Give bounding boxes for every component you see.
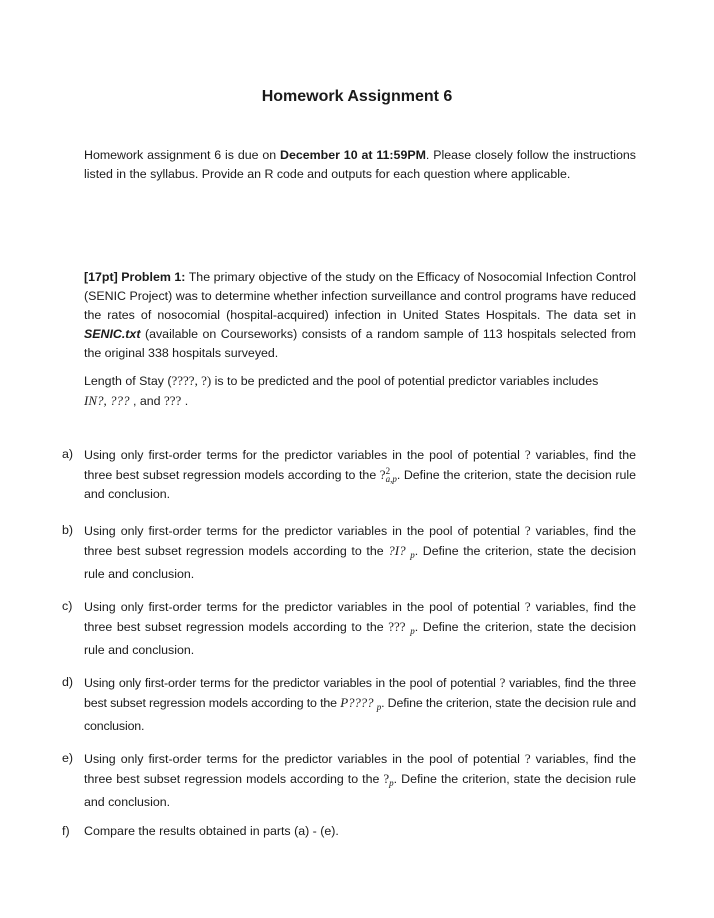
variable-math: ? [524, 751, 531, 766]
question-b [62, 521, 636, 584]
question-label: b) [62, 523, 74, 537]
intro-text-2: . Please closely follow the instructions listed in the syllabus. Provide an R code and outputs for each question where applicable. [84, 148, 636, 181]
criterion-math: ?2 a,p [379, 466, 397, 484]
question-label: e) [62, 751, 74, 765]
problem-text: The primary objective of the study on the Efficacy of Nosocomial Infection Control (SENIC Project) was to determine whether infection surveillance and control programs have reduced the rates of nosocomial (hospital-acquired) infection in United States Hospitals. The data set in [84, 270, 636, 322]
problem-paragraph [84, 268, 636, 363]
los-text: Length of Stay ( [84, 374, 172, 388]
los-text-3: , and [129, 394, 164, 408]
variable-math: ? [524, 447, 531, 462]
criterion-math: ? [383, 771, 390, 786]
question-label: c) [62, 599, 73, 613]
question-f [62, 822, 636, 841]
variable-math: ? [524, 523, 531, 538]
question-text: Using only first-order terms for the predictor variables in the pool of potential ? variables, find the three best subset regression models according to the $?_p$. Define the criterion, state the decision rule and conclusion. [84, 751, 636, 809]
question-d [62, 673, 636, 736]
question-text: Using only first-order terms for the predictor variables in the pool of potential ? variables, find the three best subset regression models according to the ?I? $_p$. Define the criterion, state the decision rule and conclusion. [84, 523, 636, 581]
page-title: Homework Assignment 6 [261, 88, 453, 105]
criterion-math: P???? [340, 695, 374, 710]
due-date: December 10 at 11:59PM [280, 148, 426, 162]
variable-math: ? [524, 599, 531, 614]
problem-points: [17pt] [84, 270, 118, 284]
question-a [62, 445, 636, 504]
question-label: d) [62, 675, 74, 689]
question-c [62, 597, 636, 660]
criterion-math: ?I? [388, 543, 406, 558]
intro-paragraph [84, 146, 636, 184]
los-text-4: . [181, 394, 189, 408]
problem-label: Problem 1: [121, 270, 186, 284]
intro-text: Homework assignment 6 is due on [84, 148, 281, 162]
criterion-math: ??? [388, 619, 406, 634]
variable-math: ? [499, 675, 506, 690]
question-text: Using only first-order terms for the predictor variables in the pool of potential ? variables, find the three best subset regression models according to the P???? $_p$. Define the criterion, state the decision rule and conclusion. [84, 675, 636, 733]
predictor-variables-math: IN?, ??? [84, 393, 130, 408]
question-text: Using only first-order terms for the predictor variables in the pool of potential ? variables, find the three best subset regression models according to the ?2 a,p. Define the criterion, state the decision rule and conclusion. [84, 447, 636, 501]
response-variable-math: ????, ?) [171, 373, 212, 388]
predictor-variable-math: ??? [163, 393, 182, 408]
question-text: Compare the results obtained in parts (a) - (e). [84, 824, 339, 838]
length-of-stay-paragraph [84, 371, 636, 411]
question-label: f) [62, 824, 70, 838]
los-text-2: is to be predicted and the pool of potential predictor variables includes [211, 374, 599, 388]
problem-text-2: (available on Courseworks) consists of a random sample of 113 hospitals selected from the original 338 hospitals surveyed. [84, 327, 636, 360]
question-label: a) [62, 447, 74, 461]
question-text: Using only first-order terms for the predictor variables in the pool of potential ? variables, find the three best subset regression models according to the ??? $_p$. Define the criterion, state the decision rule and conclusion. [84, 599, 636, 657]
data-file-name: SENIC.txt [84, 327, 141, 341]
question-e [62, 749, 636, 812]
